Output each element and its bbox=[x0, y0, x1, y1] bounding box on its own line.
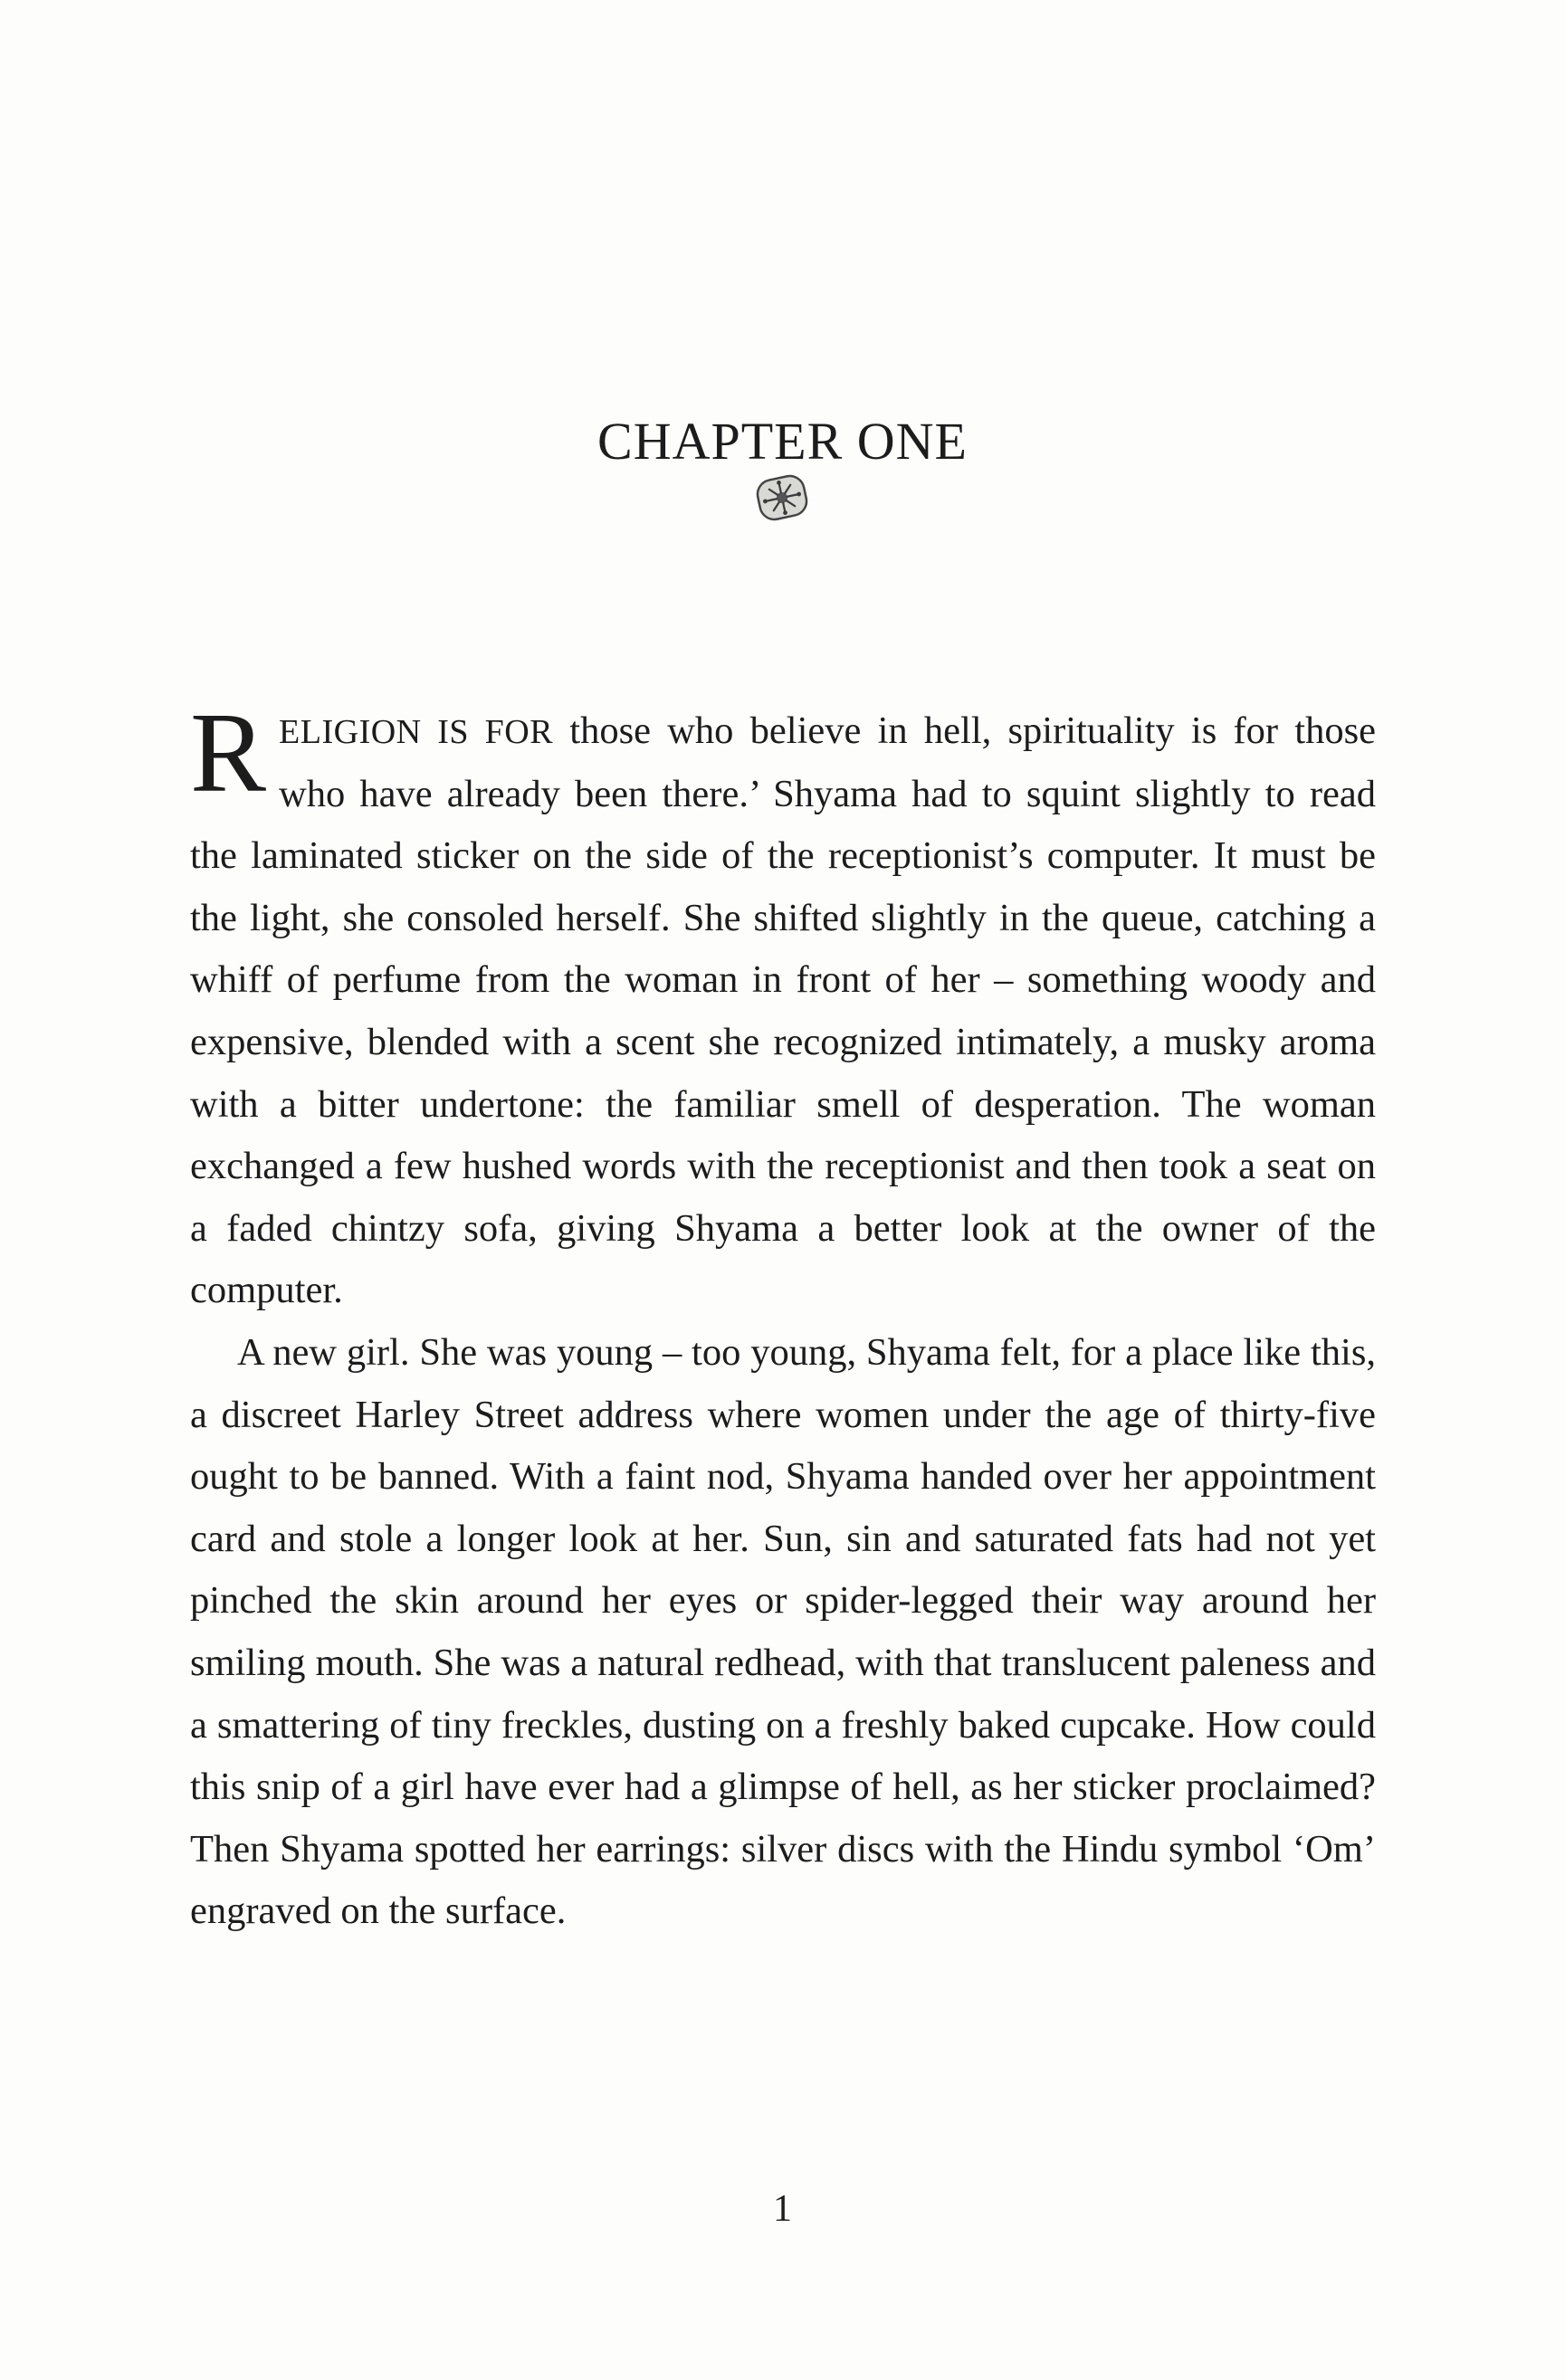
chapter-heading: CHAPTER ONE bbox=[597, 411, 968, 471]
opening-small-caps: ELIGION IS FOR bbox=[279, 713, 554, 751]
chapter-body bbox=[190, 690, 1376, 1943]
page-number: 1 bbox=[773, 2188, 792, 2230]
paragraph bbox=[190, 1322, 1376, 1943]
paragraph bbox=[190, 690, 1376, 1322]
drop-cap: R bbox=[190, 690, 267, 816]
paragraph-text: those who believe in hell, spirituality is for those who have already been there.’ Shyama had to squint slightly to read the laminated sticker on the side of the receptionist’s computer. It must be the light, she consoled herself. She shifted slightly in the queue, catching a whiff of perfume from the woman in front of her – something woody and expensive, blended with a scent she recognized intimately, a musky aroma with a bitter undertone: the familiar smell of desperation. The woman exchanged a few hushed words with the receptionist and then took a seat on a faded chintzy sofa, giving Shyama a better look at the owner of the computer. bbox=[190, 709, 1376, 1312]
ornament-flower-icon bbox=[750, 466, 814, 529]
paragraph-text: A new girl. She was young – too young, Shyama felt, for a place like this, a discreet Harley Street address where women under the age of thirty-five ought to be banned. With a faint nod, Shyama handed over her appointment card and stole a longer look at her. Sun, sin and saturated fats had not yet pinched the skin around her eyes or spider-legged their way around her smiling mouth. She was a natural redhead, with that translucent paleness and a smattering of tiny freckles, dusting on a freshly baked cupcake. How could this snip of a girl have ever had a glimpse of hell, as her sticker proclaimed? Then Shyama spotted her earrings: silver discs with the Hindu symbol ‘Om’ engraved on the surface. bbox=[190, 1330, 1376, 1933]
